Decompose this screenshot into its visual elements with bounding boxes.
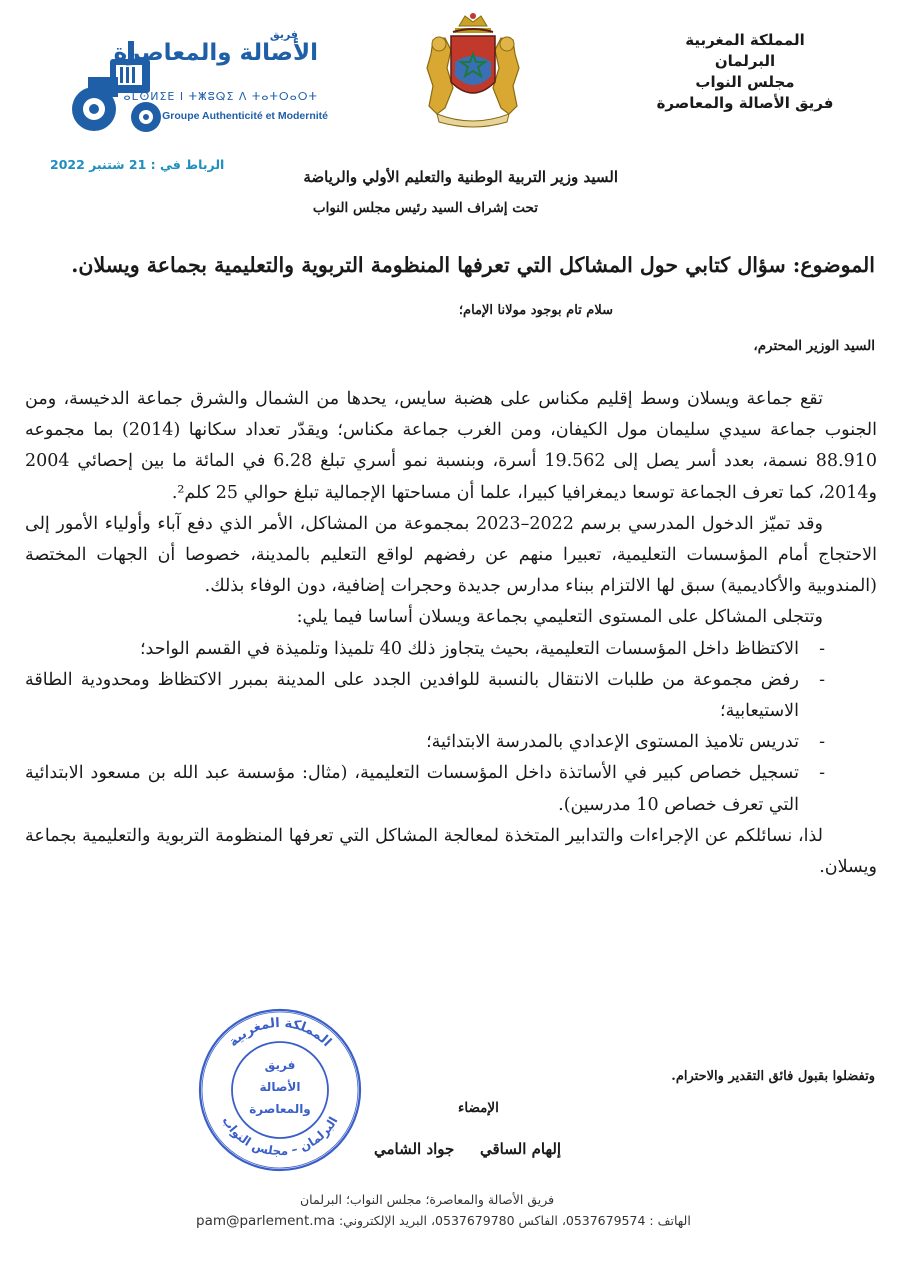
coat-of-arms-icon bbox=[415, 10, 531, 128]
list-dash: - bbox=[819, 732, 825, 753]
stamp-outer-top: المملكة المغربية bbox=[226, 1015, 335, 1051]
logo-french-name: Groupe Authenticité et Modernité bbox=[162, 110, 328, 122]
official-stamp bbox=[195, 1005, 365, 1175]
list-item bbox=[25, 727, 877, 758]
problems-list bbox=[25, 634, 877, 821]
header-line-kingdom: المملكة المغربية bbox=[685, 31, 805, 49]
stamp-outer-bottom: البرلمان – مجلس النواب bbox=[219, 1113, 341, 1159]
salutation: سلام تام بوجود مولانا الإمام؛ bbox=[458, 303, 613, 318]
header-line-parliament: البرلمان bbox=[714, 52, 776, 70]
list-dash: - bbox=[819, 763, 825, 784]
list-dash: - bbox=[819, 638, 825, 659]
list-item bbox=[25, 634, 877, 665]
footer-email: pam@parlement.ma bbox=[196, 1213, 335, 1229]
subject-line: الموضوع: سؤال كتابي حول المشاكل التي تعرفها المنظومة التربوية والتعليمية بجماعة ويسلان. bbox=[71, 253, 875, 277]
party-logo bbox=[70, 28, 332, 140]
paragraph-location: تقع جماعة ويسلان وسط إقليم مكناس على هضبة سايس، يحدها من الشمال والشرق جماعة الدخيسة، ومن الجنوب جماعة سيدي سليمان مول الكيفان، ومن الغرب جماعة مكناس؛ ويقدّر تعداد سكانها (2014) بما مجموعه 88.910 نسمة، بعدد أسر يصل إلى 19.562 أسرة، وبنسبة نمو أسري تبلغ 6.28 في المائة ما بين إحصائي 2004 و2014، كما تعرف الجماعة توسعا ديمغرافيا كبيرا، علما أن مساحتها الإجمالية تبلغ حوالي 25 كلم². bbox=[25, 389, 877, 503]
closing-line: وتفضلوا بقبول فائق التقدير والاحترام. bbox=[671, 1069, 875, 1084]
stamp-center-line1: فريق bbox=[264, 1058, 296, 1072]
logo-tifinagh-name: ⴰⵎⵙⵍⵉⴹ ⵏ ⵜⵥⵓⵕⵉ ⴷ ⵜⴰⵜⵔⴰⵔⵜ bbox=[123, 90, 318, 103]
list-dash: - bbox=[819, 669, 825, 690]
list-item-text: تدريس تلاميذ المستوى الإعدادي بالمدرسة الابتدائية؛ bbox=[426, 732, 799, 753]
list-item-text: رفض مجموعة من طلبات الانتقال بالنسبة للوافدين الجدد على المدينة بمبرر الاكتظاظ ومحدودية الطاقة الاستيعابية؛ bbox=[25, 669, 799, 722]
list-item-text: الاكتظاظ داخل المؤسسات التعليمية، بحيث يتجاوز ذلك 40 تلميذا وتلميذة في القسم الواحد؛ bbox=[139, 638, 799, 659]
svg-text:البرلمان – مجلس النواب bbox=[219, 1114, 340, 1158]
letter-body bbox=[25, 384, 877, 883]
signatory-1: إلهام الساقي bbox=[480, 1140, 562, 1158]
list-item bbox=[25, 665, 877, 727]
signatory-2: جواد الشامي bbox=[374, 1140, 455, 1158]
logo-arabic-name: الأصالة والمعاصرة bbox=[113, 40, 318, 66]
list-item bbox=[25, 758, 877, 820]
header-line-group: فريق الأصالة والمعاصرة bbox=[656, 94, 834, 112]
footer-contact bbox=[196, 1213, 691, 1229]
paragraph-question: لذا، نسائلكم عن الإجراءات والتدابير المتخذة لمعالجة المشاكل التي تعرفها المنظومة التربوية والتعليمية بجماعة ويسلان. bbox=[25, 825, 877, 878]
paragraph-school-start: وقد تميّز الدخول المدرسي برسم 2022–2023 بمجموعة من المشاكل، الأمر الذي دفع آباء وأولياء الأمور إلى الاحتجاج أمام المؤسسات التعليمية، تعبيرا منهم عن رفضهم لواقع التعليم بالمدينة، خصوصا أن الجهات المختصة (المندوبية والأكاديمية) سبق لها الالتزام ببناء مدارس جديدة وحجرات إضافية، دون الوفاء بذلك. bbox=[25, 513, 877, 597]
institution-header bbox=[645, 30, 845, 114]
logo-small-word: فريق bbox=[269, 28, 298, 41]
svg-text:المملكة المغربية bbox=[226, 1016, 334, 1050]
document-date: الرباط في : 21 شتنبر 2022 bbox=[50, 157, 225, 172]
addressee: السيد الوزير المحترم، bbox=[753, 338, 875, 354]
header-line-house: مجلس النواب bbox=[695, 73, 795, 91]
stamp-center-line2: الأصالة bbox=[259, 1080, 301, 1094]
recipient-line: السيد وزير التربية الوطنية والتعليم الأولي والرياضة bbox=[303, 168, 618, 186]
list-item-text: تسجيل خصاص كبير في الأساتذة داخل المؤسسات التعليمية، (مثال: مؤسسة عبد الله بن مسعود الابتدائية التي تعرف خصاص 10 مدرسين). bbox=[25, 763, 799, 815]
stamp-center-line3: والمعاصرة bbox=[249, 1102, 311, 1116]
signature-title: الإمضاء bbox=[458, 1100, 499, 1116]
footer-line-1: فريق الأصالة والمعاصرة؛ مجلس النواب؛ البرلمان bbox=[300, 1192, 555, 1207]
supervision-line: تحت إشراف السيد رئيس مجلس النواب bbox=[312, 200, 538, 216]
footer-phones: الهاتف : 0537679574، الفاكس 0537679780، البريد الإلكتروني: bbox=[334, 1213, 691, 1228]
paragraph-problems-intro: وتتجلى المشاكل على المستوى التعليمي بجماعة ويسلان أساسا فيما يلي: bbox=[296, 607, 823, 628]
